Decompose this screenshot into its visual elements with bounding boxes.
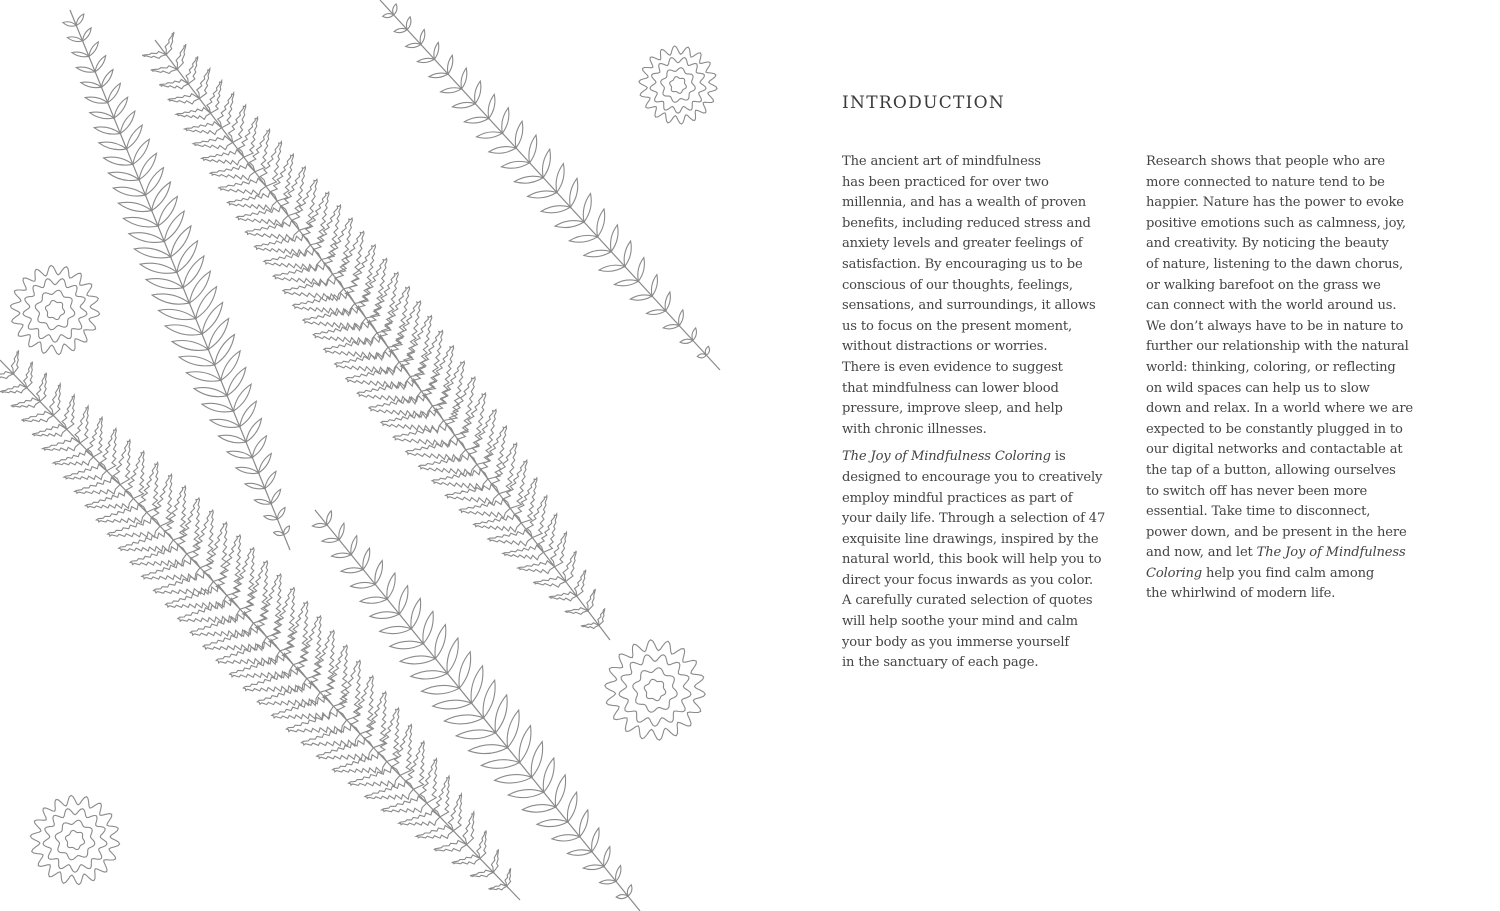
frond-pinna — [75, 478, 120, 494]
frond-pinna — [519, 726, 531, 763]
fiddlehead-curl — [30, 795, 119, 884]
frond-pinna — [43, 438, 80, 451]
frond-pinna — [584, 250, 611, 257]
frond-pinna — [277, 508, 285, 520]
frond-pinna — [583, 193, 591, 222]
frond-pinna — [692, 328, 696, 341]
frond-pinna — [616, 866, 621, 882]
frond-pinna — [515, 121, 522, 148]
page-title: INTRODUCTION — [842, 93, 1006, 113]
frond-pinna — [252, 436, 266, 458]
frond-pinna — [423, 611, 433, 643]
frond-pinna — [67, 37, 82, 42]
frond-pinna — [464, 117, 489, 123]
frond-pinna — [489, 147, 516, 154]
frond-pinna — [393, 4, 397, 15]
frond-pinna — [447, 638, 458, 673]
frond-pinna — [165, 32, 174, 55]
frond-pinna — [533, 577, 565, 588]
frond-pinna — [113, 440, 130, 485]
frond-pinna — [392, 725, 412, 776]
frond-pinna — [411, 671, 448, 679]
frond-pinna — [327, 511, 332, 525]
frond-pinna — [351, 582, 376, 588]
frond-pinna — [177, 241, 198, 272]
frond-pinna — [411, 598, 421, 628]
frond-pinna — [151, 66, 178, 74]
frond-pinna — [127, 125, 143, 149]
frond-pinna — [492, 443, 517, 494]
frond-pinna — [452, 102, 475, 108]
frond-pinna — [390, 641, 424, 649]
frond-pinna — [501, 161, 529, 168]
frond-pinna — [130, 544, 187, 565]
frond-pinna — [346, 245, 376, 304]
frond-pinna — [168, 94, 200, 104]
frond-pinna — [11, 350, 18, 374]
frond-pinna — [207, 81, 222, 114]
fiddlehead-ring — [644, 679, 665, 700]
frond-pinna — [434, 42, 439, 59]
fiddlehead-ring — [650, 58, 706, 114]
frond-pinna — [118, 202, 151, 211]
frond-pinna — [159, 80, 188, 89]
frond-pinna — [215, 335, 235, 365]
frond-pinna — [624, 241, 631, 266]
frond-pinna — [495, 695, 507, 733]
frond-pinna — [196, 287, 217, 319]
frond-pinna — [186, 56, 198, 84]
frond-pinna — [164, 211, 184, 241]
frond-pinna — [159, 309, 196, 319]
frond-pinna — [53, 451, 93, 465]
fiddlehead-ring — [30, 795, 119, 884]
frond-pinna — [581, 623, 599, 629]
frond-pinna — [302, 192, 329, 245]
frond-pinna — [365, 781, 413, 799]
frond-pinna — [202, 150, 244, 165]
frond-pinna — [218, 93, 234, 128]
frond-pinna — [0, 372, 13, 379]
frond-pinna — [99, 142, 127, 150]
frond-pinna — [567, 850, 592, 856]
fiddlehead-ring — [66, 831, 85, 850]
frond-pinna — [555, 775, 565, 807]
book-title: The Joy of Mindfulness Coloring — [842, 449, 1051, 465]
frond-pinna — [448, 794, 461, 831]
frond-pinna — [541, 206, 570, 213]
frond-pinna — [679, 310, 684, 326]
frond-pinna — [401, 316, 432, 377]
frond-pinna — [503, 545, 544, 560]
frond-pinna — [154, 571, 214, 594]
frond-pinna — [254, 499, 271, 504]
frond-pinna — [259, 453, 272, 473]
frond-pinna — [113, 187, 145, 196]
fiddlehead-curl — [10, 265, 99, 354]
frond-pinna — [491, 849, 498, 872]
frond-pinna — [85, 97, 108, 103]
frond-pinna — [186, 372, 221, 382]
frond-pinna — [123, 217, 158, 227]
frond-pinna — [463, 812, 474, 845]
fiddlehead-ring — [633, 668, 677, 712]
frond-pinna — [627, 885, 632, 896]
frond-pinna — [208, 318, 228, 349]
frond-pinna — [663, 325, 679, 329]
fern-fronds — [0, 0, 720, 911]
frond-pinna — [100, 429, 116, 471]
frond-pinna — [341, 568, 363, 573]
frond-pinna — [475, 81, 481, 104]
frond-pinna — [240, 401, 257, 426]
frond-pinna — [50, 384, 61, 416]
frond-pinna — [565, 608, 588, 615]
frond-pinna — [647, 310, 666, 315]
frond-pinna — [481, 760, 519, 769]
frond-pinna — [505, 868, 511, 886]
fiddlehead-ring — [639, 46, 717, 124]
frond-pinna — [218, 435, 246, 443]
frond-pinna — [339, 523, 344, 540]
frond-pinna — [508, 790, 544, 798]
frond-pinna — [387, 573, 395, 599]
frond-pinna — [332, 553, 352, 557]
introduction-page — [750, 0, 1500, 911]
frond-pinna — [444, 715, 483, 724]
frond-pinna — [375, 561, 383, 585]
text-column-left — [842, 152, 1110, 681]
fiddlehead-ring — [23, 279, 87, 343]
frond-pinna — [152, 294, 189, 304]
frond-pinna — [75, 406, 88, 443]
frond-pinna — [697, 354, 706, 358]
frond-pinna — [85, 491, 133, 509]
frond-pinna — [495, 775, 532, 783]
frond-pinna — [273, 263, 332, 286]
frond-pinna — [179, 356, 215, 366]
frond-pinna — [507, 710, 519, 748]
frond-pinna — [293, 292, 355, 316]
frond-pinna — [502, 108, 509, 134]
frond-pinna — [193, 136, 233, 150]
frond-pinna — [322, 538, 339, 542]
frond-pinna — [104, 157, 133, 165]
frond-pinna — [333, 752, 387, 773]
frond-pinna — [94, 127, 120, 134]
frond-pinna — [101, 70, 113, 88]
frond-pinna — [129, 233, 165, 243]
frond-pinna — [120, 111, 135, 133]
frond-pinna — [210, 164, 255, 180]
frond-pinna — [469, 745, 508, 754]
frond-pinna — [284, 526, 290, 535]
frond-pinna — [614, 280, 638, 286]
frond-pinna — [551, 532, 567, 567]
frond-pinna — [171, 226, 191, 257]
frond-pinna — [114, 97, 128, 118]
frond-pinna — [705, 346, 709, 355]
frond-pinna — [260, 142, 281, 187]
frond-pinna — [264, 249, 322, 271]
frond-pinna — [394, 28, 407, 32]
frond-pinna — [134, 248, 170, 258]
frond-pinna — [246, 418, 262, 442]
frond-pinna — [245, 221, 299, 241]
frond-pinna — [433, 700, 472, 709]
frond-pinna — [448, 55, 453, 74]
frond-pinna — [317, 738, 374, 759]
frond-pinna — [250, 129, 270, 171]
frond-pinna — [202, 302, 223, 334]
frond-pinna — [399, 586, 408, 614]
frond-pinna — [429, 73, 448, 78]
frond-pinna — [367, 272, 398, 332]
frond-pinna — [88, 417, 103, 457]
frond-pinna — [236, 467, 259, 473]
frond-pinna — [140, 263, 177, 273]
frond-pinna — [435, 625, 446, 659]
frond-pinna — [202, 403, 234, 412]
frond-pinna — [176, 108, 210, 120]
frond-pinna — [488, 530, 532, 546]
frond-pinna — [542, 149, 550, 177]
frond-pinna — [489, 884, 507, 890]
frond-pinna — [441, 88, 462, 93]
frond-pinna — [194, 388, 227, 397]
frond-pinna — [62, 395, 74, 429]
frond-pinna — [592, 828, 599, 852]
frond-pinna — [600, 880, 616, 884]
frond-pinna — [197, 69, 210, 99]
frond-pinna — [364, 692, 386, 748]
frond-pinna — [0, 385, 27, 393]
frond-pinna — [529, 135, 537, 163]
frond-pinna — [264, 515, 278, 519]
frond-pinna — [108, 83, 121, 102]
frond-pinna — [446, 377, 475, 435]
frond-pinna — [522, 805, 555, 813]
frond-pinna — [483, 680, 495, 718]
frond-pinna — [76, 67, 95, 72]
frond-pinna — [459, 652, 471, 689]
frond-pinna — [89, 42, 99, 57]
frond-pinna — [166, 585, 227, 609]
frond-pinna — [81, 82, 102, 88]
frond-pinna — [378, 287, 409, 348]
fiddlehead-ring — [605, 640, 705, 740]
frond-pinna — [32, 424, 67, 436]
frond-pinna — [417, 58, 434, 62]
frond-pinna — [76, 14, 84, 25]
frond-pinna — [434, 841, 467, 852]
book-title: The Joy of Mindfulness Coloring — [1146, 545, 1406, 581]
frond-pinna — [552, 835, 580, 841]
frond-pinna — [665, 292, 670, 311]
frond-pinna — [228, 192, 278, 210]
fiddlehead-ring — [670, 77, 687, 94]
frond-pinna — [406, 17, 410, 30]
frond-pinna — [556, 164, 564, 193]
frond-pinna — [281, 167, 305, 216]
frond-pinna — [527, 496, 547, 538]
frond-pinna — [152, 182, 171, 211]
frond-pinna — [399, 811, 440, 826]
frond-pinna — [583, 865, 604, 870]
frond-pinna — [271, 489, 281, 503]
frond-pinna — [356, 259, 387, 319]
frond-pinna — [185, 122, 222, 135]
paragraph-nature-end: help you find calm among the whirlwind of modern life. — [1146, 565, 1375, 602]
frond-pinna — [363, 548, 370, 569]
frond-pinna — [471, 666, 483, 703]
frond-pinna — [351, 536, 357, 555]
frond-pinna — [236, 206, 288, 225]
frond-pinna — [221, 351, 240, 381]
frond-pinna — [11, 398, 40, 407]
frond-stem — [70, 10, 290, 550]
frond-pinna — [518, 561, 555, 574]
frond-pinna — [312, 523, 327, 527]
fern-frond — [0, 350, 520, 900]
fiddlehead-ring — [46, 301, 65, 320]
frond-pinna — [543, 758, 554, 792]
frond-pinna — [243, 667, 306, 691]
frond-pinna — [461, 68, 467, 89]
frond-pinna — [575, 570, 586, 596]
frond-pinna — [95, 56, 106, 72]
frond-pinna — [245, 483, 265, 489]
frond-pinna — [146, 279, 183, 289]
frond-pinna — [37, 373, 47, 402]
frond-pinna — [416, 826, 453, 839]
frond-pinna — [680, 339, 693, 343]
frond-pinna — [390, 301, 421, 362]
frond-pinna — [514, 176, 543, 183]
frond-pinna — [531, 742, 542, 778]
frond-pinna — [452, 855, 480, 864]
frond-pinna — [480, 426, 507, 479]
fiddlehead-ring — [35, 290, 75, 330]
frond-pinna — [638, 258, 645, 282]
frond-pinna — [598, 608, 605, 625]
frond-pinna — [477, 831, 486, 859]
frond-pinna — [474, 514, 522, 532]
fiddlehead-ring — [619, 655, 691, 727]
frond-pinna — [227, 451, 252, 458]
paragraph-nature-text: Research shows that people who are more connected to nature tend to be happier. Nature has the power to evoke positive emotions such as calmness, joy, and creativity. By noticing the beauty of nature, listening to the dawn chorus, or walking barefoot on the grass we can connect with the world around us. We don’t always have to be in nature to further our relationship with the natural world: thinking, coloring, or reflecting on wild spaces can help us to slow down and relax. In a world where we are expected to be constantly plugged in to our digital networks and contactable at the tap of a button, allowing ourselves to switch off has never been more essential. Take time to disconnect, power down, and be present in the here and now, and let — [1146, 154, 1414, 561]
frond-pinna — [422, 685, 460, 694]
frond-pinna — [64, 464, 107, 479]
frond-pinna — [477, 132, 503, 138]
frond-pinna — [108, 172, 139, 180]
frond-pinna — [420, 30, 425, 45]
frond-pinna — [24, 362, 33, 388]
frond-pinna — [303, 306, 366, 330]
frond-pinna — [219, 178, 266, 195]
frond-pinna — [549, 592, 577, 601]
frond-pinna — [630, 295, 652, 300]
frond-pinna — [555, 221, 584, 228]
frond-pinna — [63, 22, 76, 26]
frond-pinna — [142, 52, 166, 59]
paragraph-mindfulness: The ancient art of mindfulness has been practiced for over two millennia, and has a wealth of proven benefits, including reduced stress and anxiety levels and greater feelings of satisfaction. By encouraging us to be conscious of our thoughts, feelings, sensations, and surroundings, it allows us to focus on the present moment, without distractions or worries. There is even evidence to suggest that mindfulness can lower blood pressure, improve sleep, and help with chronic illnesses. — [842, 154, 1096, 437]
fiddlehead-ring — [10, 265, 99, 354]
frond-pinna — [579, 810, 588, 837]
frond-pinna — [133, 139, 150, 164]
frond-pinna — [378, 708, 399, 762]
text-column-right — [1146, 152, 1414, 612]
fiddlehead-curl — [639, 46, 717, 124]
frond-pinna — [183, 256, 204, 288]
frond-pinna — [360, 597, 387, 603]
fern-frond — [380, 0, 720, 370]
frond-pinna — [210, 419, 240, 427]
frond-stem — [380, 0, 720, 370]
frond-pinna — [172, 340, 208, 350]
frond-pinna — [165, 325, 202, 335]
paragraph-book-purpose-text: is designed to encourage you to creatively employ mindful practices as part of your daily life. Through a selection of 47 exquisite line drawings, inspired by the natural world, this book will help you to direct your focus inwards as you color. A carefully curated selection of quotes will help soothe your mind and calm your body as you immerse yourself in the sanctuary of each page. — [842, 449, 1106, 671]
frond-pinna — [265, 471, 276, 488]
fiddlehead-ring — [55, 820, 95, 860]
frond-pinna — [488, 94, 495, 118]
frond-pinna — [597, 209, 605, 237]
frond-pinna — [651, 275, 657, 296]
frond-pinna — [142, 558, 200, 580]
frond-pinna — [383, 14, 394, 18]
frond-pinna — [570, 178, 578, 207]
frond-pinna — [587, 589, 596, 611]
fiddlehead-curl — [605, 640, 705, 740]
frond-pinna — [567, 792, 577, 822]
frond-pinna — [537, 820, 568, 827]
frond-pinna — [563, 551, 576, 582]
frond-pinna — [446, 484, 500, 504]
frond-pinna — [528, 191, 557, 198]
frond-pinna — [21, 411, 53, 421]
frond-pinna — [370, 612, 399, 619]
frond-pinna — [158, 196, 177, 226]
paragraph-book-purpose — [842, 447, 1110, 674]
frond-pinna — [283, 278, 344, 301]
frond-pinna — [301, 724, 360, 746]
frond-pinna — [90, 112, 114, 119]
frond-pinna — [611, 225, 619, 252]
fiddlehead-ring — [661, 68, 696, 103]
frond-pinna — [72, 52, 89, 57]
frond-pinna — [604, 847, 610, 867]
frond-pinna — [616, 895, 628, 899]
frond-pinna — [152, 474, 172, 526]
frond-pinna — [176, 44, 186, 69]
paragraph-nature — [1146, 152, 1414, 605]
frond-pinna — [406, 43, 421, 47]
fiddlehead-ring — [43, 809, 107, 873]
frond-pinna — [599, 265, 625, 271]
frond-pinna — [189, 271, 210, 303]
frond-pinna — [456, 730, 495, 739]
frond-pinna — [569, 235, 597, 242]
frond-pinna — [470, 870, 493, 877]
frond-pinna — [292, 179, 317, 230]
frond-pinna — [83, 28, 92, 41]
frond-pinna — [400, 656, 435, 664]
frond-pinna — [380, 626, 412, 633]
